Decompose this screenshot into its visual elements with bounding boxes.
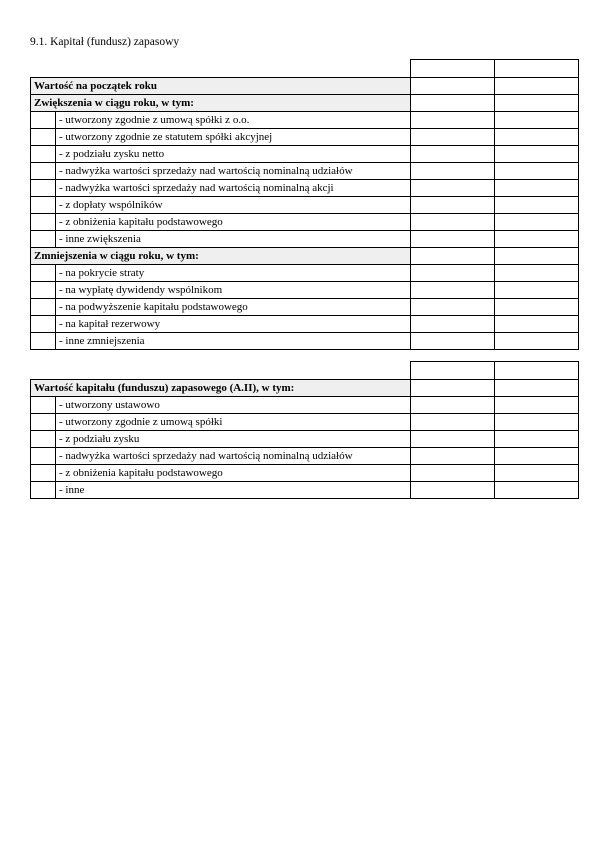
value-cell [495, 380, 579, 397]
row-label: - utworzony zgodnie z umową spółki z o.o. [56, 112, 411, 129]
table-row [31, 299, 579, 316]
table-row [31, 448, 579, 465]
indent-cell [31, 414, 56, 431]
value-cell [495, 248, 579, 265]
indent-cell [31, 431, 56, 448]
header-spacer [31, 60, 411, 78]
value-cell [411, 465, 495, 482]
row-label: - inne [56, 482, 411, 499]
row-label: - nadwyżka wartości sprzedaży nad wartością nominalną akcji [56, 180, 411, 197]
value-cell [495, 465, 579, 482]
value-cell [495, 214, 579, 231]
row-label: - nadwyżka wartości sprzedaży nad wartością nominalną udziałów [56, 163, 411, 180]
indent-cell [31, 397, 56, 414]
value-cell [495, 431, 579, 448]
row-label: - inne zmniejszenia [56, 333, 411, 350]
table-capital-movements [30, 59, 579, 350]
table-row [31, 397, 579, 414]
row-label: - z dopłaty wspólników [56, 197, 411, 214]
value-cell [411, 197, 495, 214]
section-row-label: Zmniejszenia w ciągu roku, w tym: [31, 248, 411, 265]
indent-cell [31, 482, 56, 499]
value-cell [495, 414, 579, 431]
value-cell [495, 265, 579, 282]
indent-cell [31, 265, 56, 282]
value-cell [495, 316, 579, 333]
row-label: - inne zwiększenia [56, 231, 411, 248]
value-cell [411, 380, 495, 397]
value-cell [411, 482, 495, 499]
table-row [31, 465, 579, 482]
value-cell [495, 180, 579, 197]
row-label: - nadwyżka wartości sprzedaży nad wartością nominalną udziałów [56, 448, 411, 465]
table-row [31, 146, 579, 163]
value-cell [411, 231, 495, 248]
value-cell [495, 129, 579, 146]
table-row [31, 231, 579, 248]
row-label: - z obniżenia kapitału podstawowego [56, 214, 411, 231]
year-header-cell [495, 60, 579, 78]
row-label: - na podwyższenie kapitału podstawowego [56, 299, 411, 316]
indent-cell [31, 112, 56, 129]
indent-cell [31, 448, 56, 465]
indent-cell [31, 146, 56, 163]
value-cell [411, 95, 495, 112]
table-row [31, 180, 579, 197]
value-cell [495, 95, 579, 112]
value-cell [411, 265, 495, 282]
value-cell [411, 146, 495, 163]
indent-cell [31, 129, 56, 146]
indent-cell [31, 465, 56, 482]
year-header-cell [495, 362, 579, 380]
value-cell [495, 112, 579, 129]
table-row [31, 78, 579, 95]
table-row [31, 333, 579, 350]
table-capital-value [30, 361, 579, 499]
row-label: - utworzony zgodnie z umową spółki [56, 414, 411, 431]
table-row [31, 482, 579, 499]
value-cell [411, 78, 495, 95]
value-cell [411, 214, 495, 231]
value-cell [411, 163, 495, 180]
section-title: 9.1. Kapitał (fundusz) zapasowy [30, 36, 180, 48]
table-row [31, 112, 579, 129]
value-cell [411, 180, 495, 197]
value-cell [411, 414, 495, 431]
indent-cell [31, 316, 56, 333]
table-row [31, 95, 579, 112]
row-label: - utworzony zgodnie ze statutem spółki akcyjnej [56, 129, 411, 146]
value-cell [411, 248, 495, 265]
table-row [31, 414, 579, 431]
value-cell [411, 431, 495, 448]
header-spacer [31, 362, 411, 380]
value-cell [411, 129, 495, 146]
row-label: - z podziału zysku netto [56, 146, 411, 163]
table-row [31, 265, 579, 282]
table-row [31, 282, 579, 299]
value-cell [495, 231, 579, 248]
table-row [31, 163, 579, 180]
indent-cell [31, 333, 56, 350]
table-row [31, 316, 579, 333]
value-cell [411, 299, 495, 316]
section-row-label: Wartość na początek roku [31, 78, 411, 95]
value-cell [411, 282, 495, 299]
section-row-label: Wartość kapitału (funduszu) zapasowego (A.II), w tym: [31, 380, 411, 397]
year-header-cell [411, 60, 495, 78]
row-label: - utworzony ustawowo [56, 397, 411, 414]
table-row [31, 197, 579, 214]
indent-cell [31, 214, 56, 231]
table-row [31, 129, 579, 146]
indent-cell [31, 163, 56, 180]
table-row [31, 214, 579, 231]
value-cell [495, 282, 579, 299]
value-cell [411, 333, 495, 350]
value-cell [411, 112, 495, 129]
value-cell [495, 197, 579, 214]
table-row [31, 248, 579, 265]
indent-cell [31, 299, 56, 316]
value-cell [411, 316, 495, 333]
section-row-label: Zwiększenia w ciągu roku, w tym: [31, 95, 411, 112]
value-cell [495, 146, 579, 163]
value-cell [495, 163, 579, 180]
indent-cell [31, 180, 56, 197]
value-cell [495, 397, 579, 414]
value-cell [411, 448, 495, 465]
indent-cell [31, 282, 56, 299]
year-header-row [31, 362, 579, 380]
year-header-row [31, 60, 579, 78]
row-label: - na pokrycie straty [56, 265, 411, 282]
value-cell [411, 397, 495, 414]
table-row [31, 380, 579, 397]
table-row [31, 431, 579, 448]
indent-cell [31, 231, 56, 248]
row-label: - z podziału zysku [56, 431, 411, 448]
value-cell [495, 482, 579, 499]
row-label: - z obniżenia kapitału podstawowego [56, 465, 411, 482]
value-cell [495, 299, 579, 316]
row-label: - na wypłatę dywidendy wspólnikom [56, 282, 411, 299]
year-header-cell [411, 362, 495, 380]
row-label: - na kapitał rezerwowy [56, 316, 411, 333]
value-cell [495, 333, 579, 350]
indent-cell [31, 197, 56, 214]
value-cell [495, 78, 579, 95]
value-cell [495, 448, 579, 465]
